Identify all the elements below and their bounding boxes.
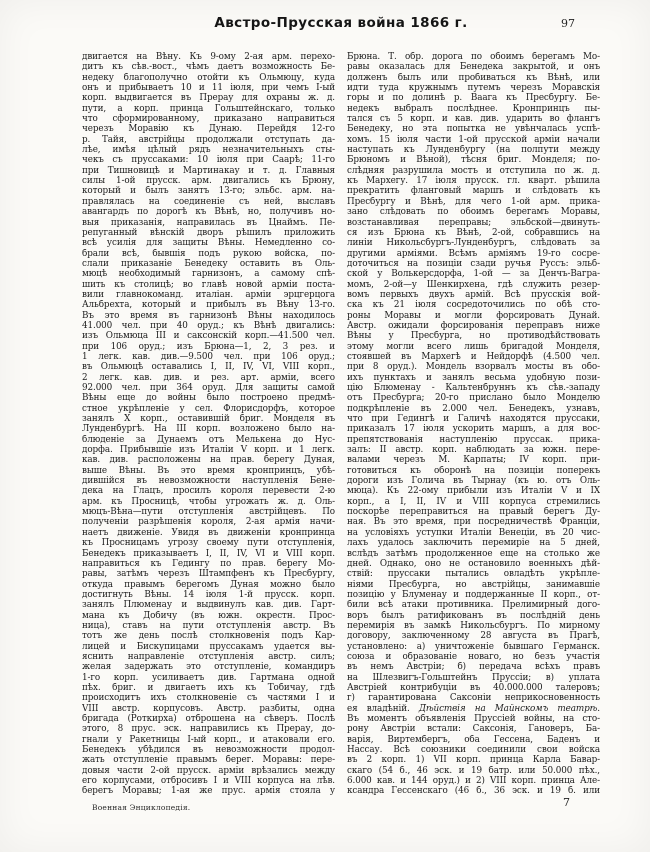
text-line: лѣе, имѣя цѣлый рядъ незначительныхъ сты- (82, 145, 335, 156)
text-line: стоявшей въ Мархегѣ и Нейдорфѣ (4.500 чел. (347, 351, 600, 362)
text-line: гнали у Ракетницы I-ый корп., и атаковали его. (82, 734, 335, 745)
text-line: Брюномъ и Вѣной), тѣсня бриг. Монделя; по- (347, 155, 600, 166)
text-line: 1 легк. кав. див.—9.500 чел. при 106 оруд.; (82, 351, 335, 362)
text-line: слѣдняя разрушила мостъ и отступила по ж. д. (347, 165, 600, 176)
text-line: стное укрѣпленіе у сел. Флорисдорфъ, которое (82, 403, 335, 414)
text-line: довыя части 2-ой прусск. арміи врѣзались между (82, 765, 335, 776)
text-line: момъ, 2-ой—у Шенкирхена, гдѣ служить резер- (347, 279, 600, 290)
text-line: Въ это время въ гарнизонѣ Вѣны находилось (82, 310, 335, 321)
text-line: перемирія въ замкѣ Никольсбургъ. По мирному (347, 620, 600, 631)
text-line: выя приказанія, направилась въ Цнаймъ. Пе- (82, 217, 335, 228)
text-line: ніями Пресбурга, но австрійцы, занимавшіе (347, 579, 600, 590)
text-line: яснить направленіе отступленія австр. силъ; (82, 651, 335, 662)
text-line: вили главнокоманд. италіан. арміи эрцгерцога (82, 289, 335, 300)
text-line: дорфа. Прибывшіе изъ Италіи V корп. и 1 легк. (82, 445, 335, 456)
text-line: VIII австр. корпусовъ. Австр. разбиты, одна (82, 703, 335, 714)
text-line: возстанавливая переправы; эльбской—двинуть- (347, 217, 600, 228)
text-line: силы 1-ой прусск. арм. двигались къ Брюну, (82, 176, 335, 187)
text-line: союза и образованіе новаго, но безъ участія (347, 651, 600, 662)
text-line: дней. Однако, оно не остановило военныхъ дѣй- (347, 558, 600, 569)
text-line: тотъ же день послѣ столкновенія подъ Кар- (82, 631, 335, 642)
text-line: 2 легк. кав. див. и рез. арт. арміи, всего (82, 372, 335, 383)
text-line: мана къ Добичу (въ южн. окрестн. Прос- (82, 610, 335, 621)
text-line: мюцѣ необходимый гарнизонъ, а самому спѣ- (82, 269, 335, 280)
text-line: ная. Въ это время, при посредничествѣ Франціи, (347, 517, 600, 528)
text-line: лицей и Бискупицами пруссакамъ удается вы- (82, 641, 335, 652)
text-line: подкрѣпленіе въ 2.000 чел. Бенедекъ, узнавъ, (347, 403, 600, 414)
text-line: Австр. ожидали форсированія переправъ ниже (347, 320, 600, 331)
text-line: вомъ первыхъ двухъ армій. Всѣ прусскія вой- (347, 289, 600, 300)
text-line: ихъ пунктахъ и занялъ весьма удобную пози- (347, 372, 600, 383)
text-line: пѣх. бриг. и двигаетъ ихъ къ Тобичау, гдѣ (82, 682, 335, 693)
text-line: жать отступленіе правымъ берег. Моравы: пере- (82, 755, 335, 766)
text-line: равы, затѣмъ черезъ Штампфенъ къ Пресбургу, (82, 569, 335, 580)
text-line: хомъ. 15 іюля части 1-ой прусской арміи начали (347, 134, 600, 145)
text-line: кав. див. расположены на прав. берегу Дуная, (82, 455, 335, 466)
text-line: скаго (54 б., 46 эск. и 19 батр. или 50.000 пѣх., (347, 765, 600, 776)
text-line: что при Гедингѣ и Галичѣ находятся пруссаки, (347, 414, 600, 425)
text-line: авангардъ по дорогѣ къ Вѣнѣ, но, получивъ но- (82, 207, 335, 218)
text-line: при 8 оруд.). Мондель взорвалъ мосты въ обо- (347, 362, 600, 373)
text-line: дороги изъ Голича въ Тырнау (къ ю. отъ Оль- (347, 476, 600, 487)
text-line: 92.000 чел. при 364 оруд. Для защиты самой (82, 383, 335, 393)
text-line: поскорѣе переправиться на правый берегъ Ду- (347, 507, 600, 518)
running-title: Австро-Прусская война 1866 г. (214, 15, 468, 31)
text-line: ствій: пруссаки пытались овладѣть укрѣпле- (347, 569, 600, 580)
text-line: Австріей контрибуціи въ 40.000.000 талеровъ; (347, 682, 600, 693)
text-line: воръ былъ ратификованъ въ послѣдній день (347, 610, 600, 621)
text-line: установлено: а) уничтоженіе бывшаго Германск. (347, 641, 600, 652)
text-line: лахъ удалось заключить перемиріе на 5 дней, (347, 538, 600, 549)
text-line: отъ Пресбурга; 20-го прислано было Монделю (347, 393, 600, 404)
text-line: залъ: II австр. корп. наблюдать за южн. пере- (347, 445, 600, 456)
text-line: вслѣдъ затѣмъ продолженное еще на столько же (347, 548, 600, 559)
text-line: Вѣны у Пресбурга, но противодѣйствовать (347, 331, 600, 342)
text-line: 41.000 чел. при 40 оруд.; къ Вѣнѣ двигались: (82, 320, 335, 331)
text-line: долженъ былъ или пробиваться къ Вѣнѣ, или (347, 72, 600, 83)
text-line: пути, а корп. принца Гольштейнскаго, только (82, 103, 335, 114)
footer-imprint: Военная Энциклопедія. (92, 803, 191, 812)
text-line: рону Австріи встали: Саксонія, Гановеръ, Ба- (347, 724, 600, 735)
text-line: корп., а I, II, IV и VIII корпуса стремились (347, 496, 600, 507)
text-line: равы оказалась для Бенедека закрытой, и онъ (347, 62, 600, 73)
text-line: 1-го корп. усиливаетъ див. Гартмана одной (82, 672, 335, 683)
text-line: Пресбургу и Вѣнѣ, для чего 1-ой арм. прика- (347, 196, 600, 207)
text-line: били всѣ атаки противника. Прелимирный дого- (347, 600, 600, 611)
text-body (82, 52, 600, 797)
text-line: мюцъ-Вѣна—пути отступленія австрійцевъ. По (82, 507, 335, 518)
text-line: варія, Виртембергъ, оба Гессена, Баденъ и (347, 734, 600, 745)
text-line: роны Моравы и могли форсировать Дунай. (347, 310, 600, 321)
text-line: ся изъ Брюна къ Вѣнѣ, 2-ой, собравшись на (347, 227, 600, 238)
text-line: этого, 8 прус. эск. направились къ Прерау, до- (82, 724, 335, 735)
text-line: полученіи разрѣшенія короля, 2-ая армія начи- (82, 517, 335, 528)
text-line: горы и по долинѣ р. Ваага къ Пресбургу. Бе- (347, 93, 600, 104)
text-line: договору, заключенному 28 августа въ Прагѣ, (347, 631, 600, 642)
text-line: Брюна. Т. обр. дорога по обоимъ берегамъ Мо- (347, 52, 600, 62)
text-line: недекъ выбралъ послѣднее. Кронпринцъ пы- (347, 103, 600, 114)
text-line: его корпусами, отбросивъ I и VIII корпуса на лѣв. (82, 776, 335, 787)
text-line: ница), ставъ на пути отступленія австр. Въ (82, 620, 335, 631)
text-line: корп. выдвигается въ Прерау для охраны ж. д. (82, 93, 335, 104)
text-line: изъ Ольмюца III и саксонскій корп.—41.500 чел. (82, 331, 335, 342)
text-line: Нассау. Всѣ союзники соединили свои войска (347, 745, 600, 756)
text-line: что сформированному, приказано направиться (82, 114, 335, 125)
text-line: правлялась на соединеніе съ ней, выславъ (82, 196, 335, 207)
text-line: доточиться на позиціи сзади ручья Руссъ: эльб- (347, 258, 600, 269)
text-line: р. Тайя, австрійцы продолжали отступать да- (82, 134, 335, 145)
text-line: бригада (Роткирха) отброшена на сѣверъ. Послѣ (82, 714, 335, 724)
text-line: мюца). Къ 22-ому прибыли изъ Италіи V и IX (347, 486, 600, 497)
text-line: недеку благополучно отойти къ Ольмюцу, куда (82, 72, 335, 83)
text-line: достигнуть Вѣны. 14 іюля 1-й прусск. корп. (82, 589, 335, 600)
left-column (82, 52, 335, 797)
page-number: 97 (561, 17, 575, 30)
text-line: чекъ съ пруссаками: 10 іюля при Саарѣ; 11-го (82, 155, 335, 166)
text-line: готовиться къ оборонѣ на позиціи поперекъ (347, 465, 600, 476)
text-line: ска къ 21 іюля сосредоточились по обѣ сто- (347, 300, 600, 311)
text-line: Лунденбургѣ. На III корп. возложено было на- (82, 424, 335, 435)
text-line: наетъ движеніе. Увидя въ движеніи кронпринца (82, 527, 335, 538)
text-line: двигается на Вѣну. Къ 9-ому 2-ая арм. перехо- (82, 52, 335, 62)
text-line: блюденіе за Дунаемъ отъ Мелькена до Нус- (82, 434, 335, 445)
text-line: г) гарантирована Саксоніи неприкосновенность (347, 693, 600, 704)
text-line: къ Просницамъ угрозу своему пути отступленія, (82, 538, 335, 549)
text-line: зано слѣдовать по обоимъ берегамъ Моравы, (347, 207, 600, 218)
text-line: берегъ Моравы; 1-ая же прус. армія стояла у (82, 786, 335, 797)
text-line: ской у Волькерсдорфа, 1-ой — за Денчъ-Вагра- (347, 269, 600, 280)
text-line: всѣ усилія для защиты Вѣны. Немедленно со- (82, 238, 335, 249)
text-line: арм. къ Просницѣ, чтобы угрожать ж. д. Оль- (82, 496, 335, 507)
text-line: слали приказаніе Бенедеку оставить въ Оль- (82, 258, 335, 269)
text-line: занялъ X корп., оставившій бриг. Монделя въ (82, 414, 335, 425)
text-line: въ Ольмюцѣ оставались I, II, IV, VI, VIII корп., (82, 362, 335, 373)
text-line: 6.000 кав. и 144 оруд.) и 2) VIII корп. принца Але- (347, 776, 600, 787)
text-line: въ 2 корп. 1) VII корп. принца Карла Бавар- (347, 755, 600, 766)
footer-sheet-number: 7 (563, 796, 570, 809)
text-line: дитъ къ сѣв.-вост., чѣмъ даетъ возможность Бе- (82, 62, 335, 73)
text-line: этому могли всего лишь бригадой Монделя, (347, 341, 600, 352)
text-line: занялъ Плюменау и выдвинулъ кав. див. Гарт- (82, 600, 335, 611)
text-line: черезъ Моравію къ Дунаю. Перейдя 12-го (82, 124, 335, 135)
right-column (347, 52, 600, 797)
text-line: Бенедекъ приказываетъ I, II, IV, VI и VIII корп. (82, 548, 335, 559)
text-line: онъ и прибываетъ 10 и 11 іюля, при чемъ I-ый (82, 83, 335, 94)
text-line: дившійся въ невозможности наступленія Бене- (82, 476, 335, 487)
text-line: брали всѣ, бывшія подъ рукою войска, по- (82, 248, 335, 259)
text-line: на Шлезвигъ-Гольштейнъ Пруссіи; в) уплата (347, 672, 600, 683)
text-line: Бенедекъ убѣдился въ невозможности продол- (82, 745, 335, 756)
text-line: тался съ 5 корп. и кав. див. ударить во флангъ (347, 114, 600, 125)
text-line: откуда правымъ берегомъ Дуная можно было (82, 579, 335, 590)
text-line: репуганный вѣнскій дворъ рѣшилъ приложить (82, 227, 335, 238)
text-line: шить къ столицѣ; во главѣ новой арміи поста- (82, 279, 335, 290)
text-line: къ Мархегу. 17 іюля прусск. гл. кварт. рѣшила (347, 176, 600, 187)
text-line: Бенедеку, но эта попытка не увѣнчалась успѣ- (347, 124, 600, 135)
text-line: ея владѣній. Дѣйствія на Майнскомъ театрѣ. (347, 703, 600, 714)
text-line: идти туда кружнымъ путемъ черезъ Моравскія (347, 83, 600, 94)
text-line: желая задержать это отступленіе, командиръ (82, 662, 335, 673)
text-line: при Тишновицѣ и Мартинакау и т. д. Главныя (82, 165, 335, 176)
text-line: линіи Никольсбургъ-Лунденбургъ, слѣдовать за (347, 238, 600, 249)
text-line: позицію у Блуменау и поддержанные II корп., от- (347, 589, 600, 600)
text-line: Альбрехта, который и прибылъ въ Вѣну 13-го. (82, 300, 335, 311)
text-line: направиться къ Гедингу по прав. берегу Мо- (82, 558, 335, 569)
text-line: на условіяхъ уступки Италіи Венеціи, въ 20 чис- (347, 527, 600, 538)
text-line: который и былъ занятъ 13-го; эльбс. арм. на- (82, 186, 335, 197)
text-line: выше Вѣны. Въ это время кронпринцъ, убѣ- (82, 465, 335, 476)
text-line: Въ моментъ объявленія Пруссіей войны, на сто- (347, 714, 600, 724)
text-line: прекратить фланговый маршъ и слѣдовать къ (347, 186, 600, 197)
text-line: другими арміями. Всѣмъ арміямъ 19-го сосре- (347, 248, 600, 259)
text-line: ксандра Гессенскаго (46 б., 36 эск. и 19 б. или (347, 786, 600, 797)
text-line: наступать къ Лунденбургу (на полпути между (347, 145, 600, 156)
text-line: валами черезъ М. Карпаты; IV корп. при- (347, 455, 600, 466)
text-line: при 106 оруд.; изъ Брюна—1, 2, 3 рез. и (82, 341, 335, 352)
text-line: приказалъ 17 іюля ускорить маршъ, а для вос- (347, 424, 600, 435)
text-line: происходитъ ихъ столкновеніе съ частями I и (82, 693, 335, 704)
text-line: дека на Глацъ, просилъ короля перевести 2-ю (82, 486, 335, 497)
text-line: Вѣны еще до войны было построено предмѣ- (82, 393, 335, 404)
text-line: препятствованія наступленію пруссак. прика- (347, 434, 600, 445)
text-line: цію Блюменау - Кальтенбруннъ къ сѣв.-западу (347, 383, 600, 393)
text-line: въ немъ Австріи; б) передача всѣхъ правъ (347, 662, 600, 673)
